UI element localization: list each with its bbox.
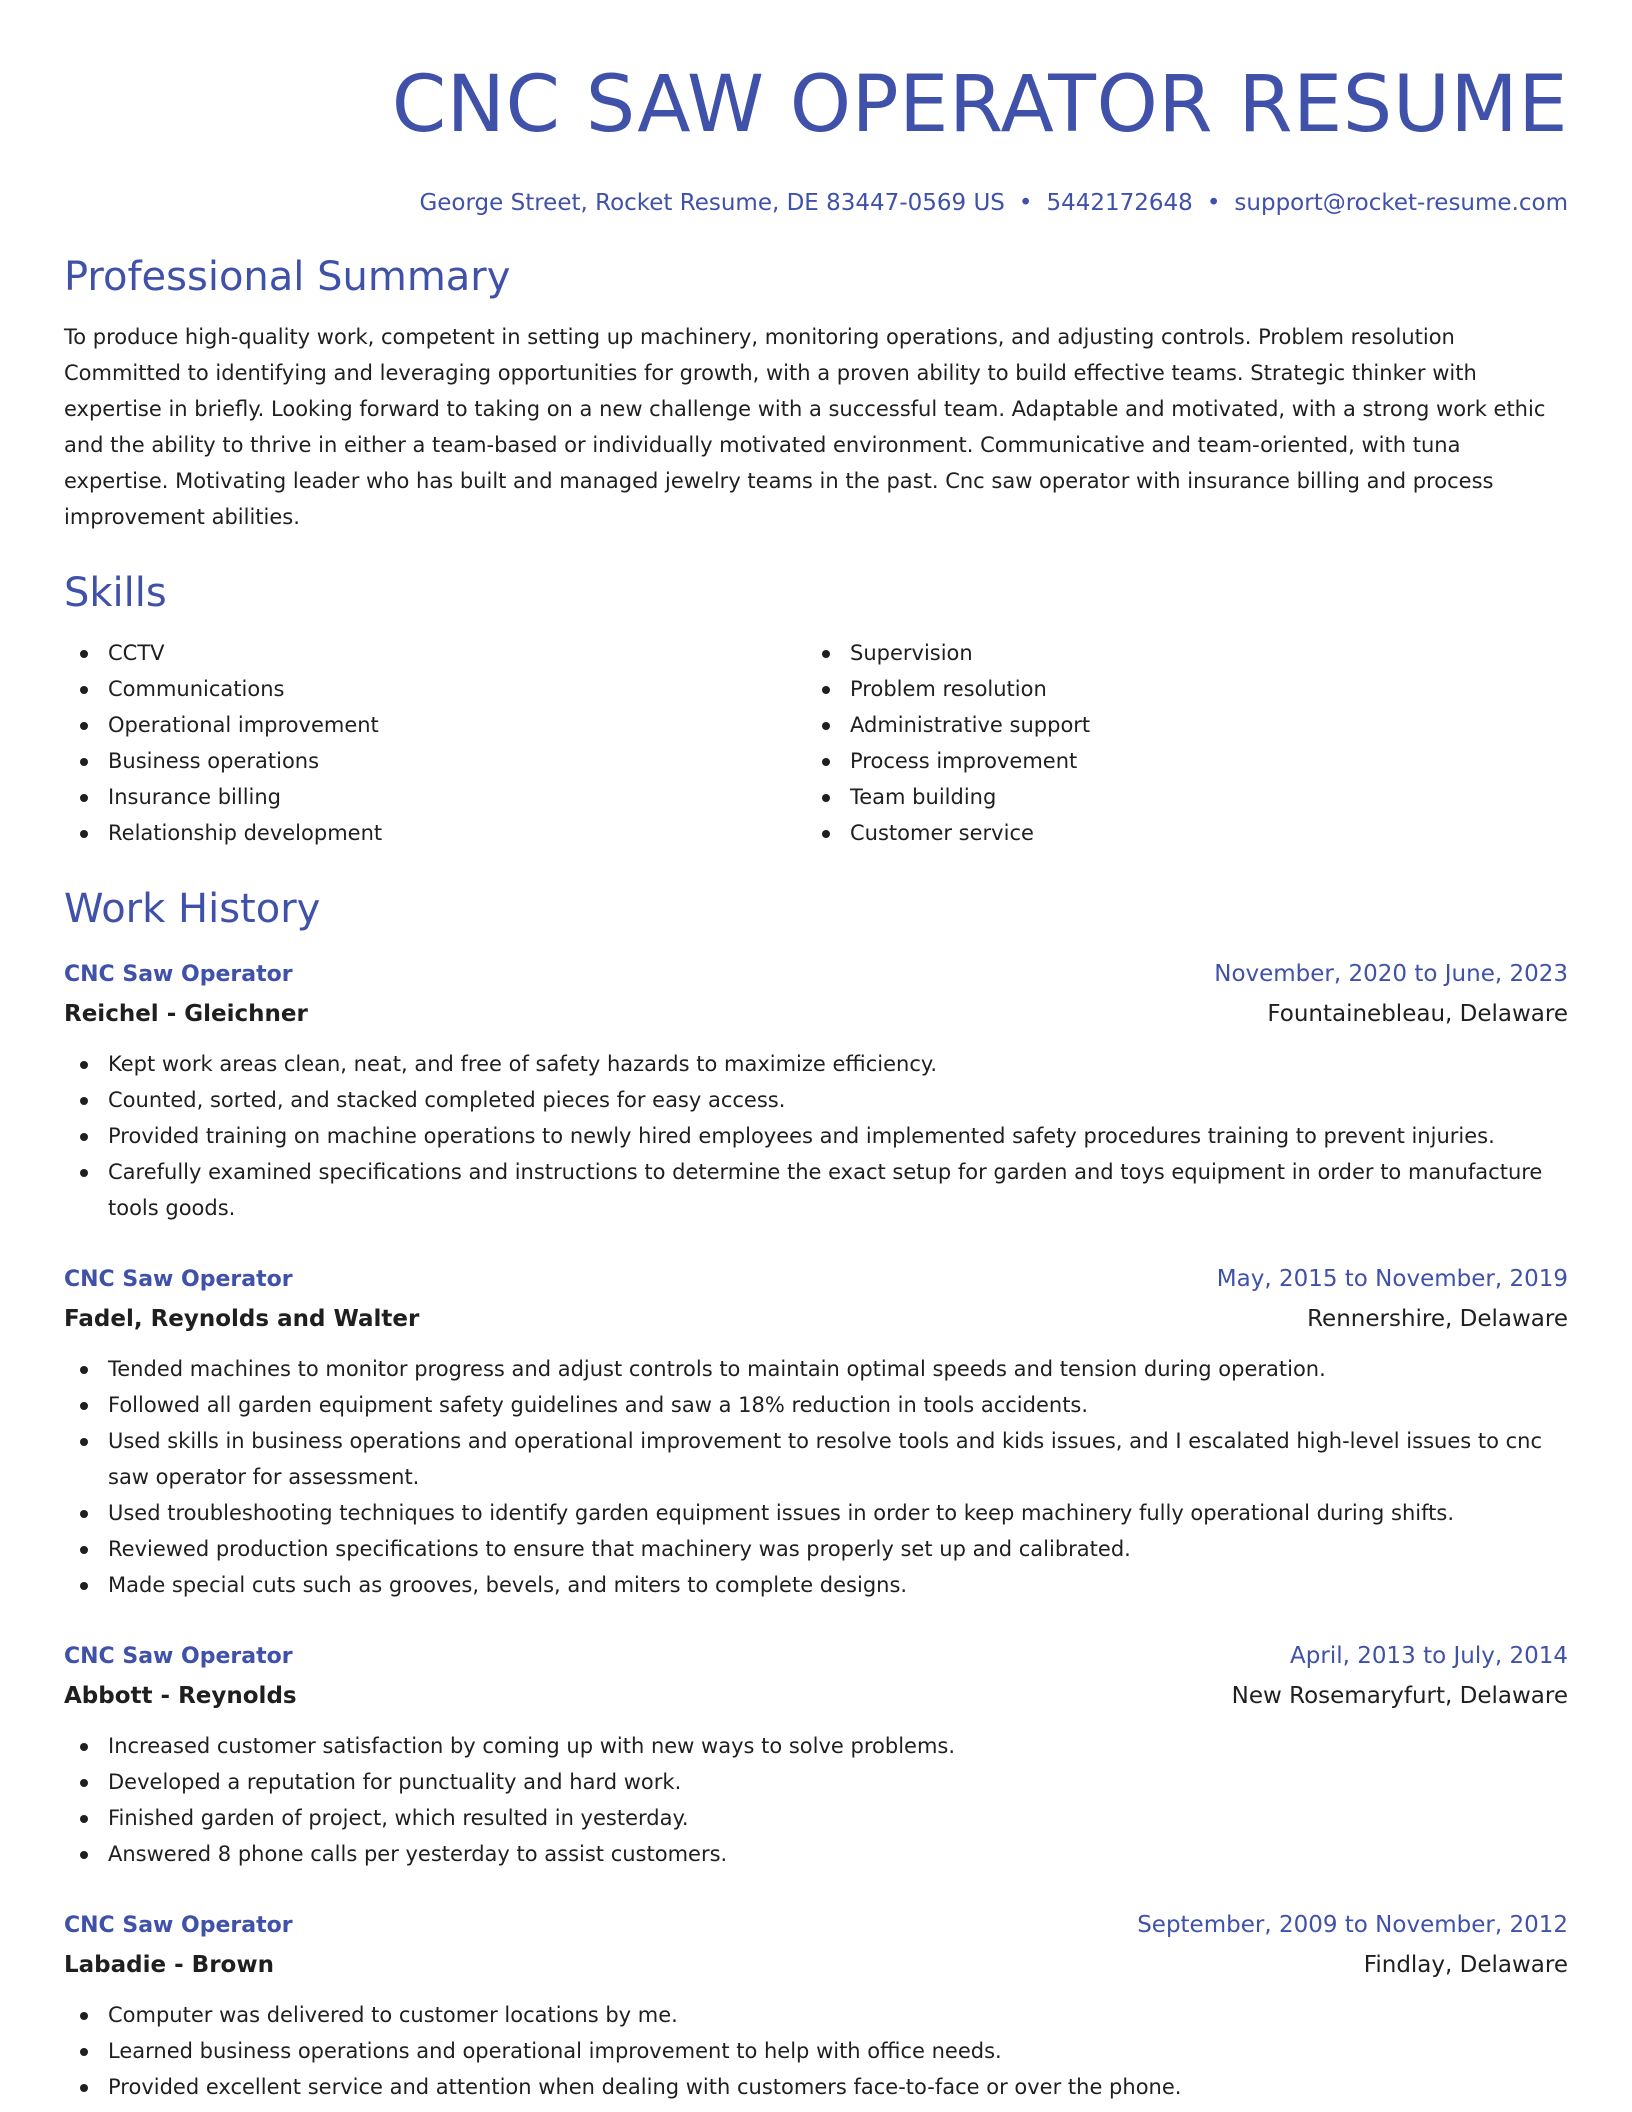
skill-item: Team building [806,779,1548,815]
job-bullets [64,1351,1568,1603]
job-company: Labadie - Brown [64,1952,274,1978]
summary-heading: Professional Summary [64,254,511,300]
job-dates: April, 2013 to July, 2014 [1290,1643,1568,1669]
contact-line [64,185,1568,221]
job-bullet: Carefully examined specifications and instructions to determine the exact setup for garden and toys equipment in order to manufacture tools goods. [64,1154,1568,1226]
job-title: CNC Saw Operator [64,1913,293,1938]
job-bullet: Tended machines to monitor progress and adjust controls to maintain optimal speeds and tension during operation. [64,1351,1568,1387]
job-entry [64,1637,1568,1872]
skills-column-right [806,635,1548,851]
resume-title: CNC SAW OPERATOR RESUME [391,60,1568,150]
job-location: Rennershire, Delaware [1307,1306,1568,1332]
job-bullets [64,1728,1568,1872]
work-history-section [64,881,1568,2105]
contact-address: George Street, Rocket Resume, DE 83447-0569 US [419,190,1005,216]
job-entry [64,1260,1568,1603]
job-title-row [64,1260,1568,1299]
job-company-row [64,994,1568,1034]
job-entry [64,955,1568,1226]
job-bullet: Increased customer satisfaction by coming up with new ways to solve problems. [64,1728,1568,1764]
work-history-heading: Work History [64,886,321,932]
job-location: Fountainebleau, Delaware [1267,1001,1568,1027]
job-bullet: Made special cuts such as grooves, bevels, and miters to complete designs. [64,1567,1568,1603]
skills-grid [64,635,1568,851]
job-bullets [64,1046,1568,1226]
job-company: Abbott - Reynolds [64,1683,297,1709]
job-title-row [64,1637,1568,1676]
job-bullet: Provided training on machine operations to newly hired employees and implemented safety procedures training to prevent injuries. [64,1118,1568,1154]
skill-item: Communications [64,671,806,707]
job-bullet: Answered 8 phone calls per yesterday to assist customers. [64,1836,1568,1872]
job-bullet: Finished garden of project, which resulted in yesterday. [64,1800,1568,1836]
job-company-row [64,1945,1568,1985]
job-title-row [64,1906,1568,1945]
skill-item: Problem resolution [806,671,1548,707]
job-title: CNC Saw Operator [64,1644,293,1669]
job-location: New Rosemaryfurt, Delaware [1231,1683,1568,1709]
skill-item: Business operations [64,743,806,779]
job-dates: May, 2015 to November, 2019 [1216,1266,1568,1292]
job-location: Findlay, Delaware [1363,1952,1568,1978]
skill-item: Insurance billing [64,779,806,815]
job-bullets [64,1997,1568,2105]
contact-separator: • [1018,190,1033,216]
resume-page [64,0,1568,2105]
job-bullet: Used troubleshooting techniques to identify garden equipment issues in order to keep machinery fully operational during shifts. [64,1495,1568,1531]
job-bullet: Reviewed production specifications to ensure that machinery was properly set up and calibrated. [64,1531,1568,1567]
skill-item: Administrative support [806,707,1548,743]
skill-item: CCTV [64,635,806,671]
job-entry [64,1906,1568,2105]
job-dates: November, 2020 to June, 2023 [1214,961,1568,987]
summary-text: To produce high-quality work, competent in setting up machinery, monitoring operations, and adjusting controls. Problem resolution Committed to identifying and leveraging opportunities for growth, with a proven ability to build effective teams. Strategic thinker with expertise in briefly. Looking forward to taking on a new challenge with a successful team. Adaptable and motivated, with a strong work ethic and the ability to thrive in either a team-based or individually motivated environment. Communicative and team-oriented, with tuna expertise. Motivating leader who has built and managed jewelry teams in the past. Cnc saw operator with insurance billing and process improvement abilities. [64,325,1546,529]
job-dates: September, 2009 to November, 2012 [1137,1912,1568,1938]
skill-item: Process improvement [806,743,1548,779]
job-title: CNC Saw Operator [64,1267,293,1292]
job-bullet: Followed all garden equipment safety guidelines and saw a 18% reduction in tools accidents. [64,1387,1568,1423]
skill-item: Relationship development [64,815,806,851]
job-bullet: Computer was delivered to customer locations by me. [64,1997,1568,2033]
skill-item: Operational improvement [64,707,806,743]
job-company-row [64,1299,1568,1339]
job-bullet: Counted, sorted, and stacked completed pieces for easy access. [64,1082,1568,1118]
contact-email: support@rocket-resume.com [1234,190,1568,216]
job-bullet: Used skills in business operations and operational improvement to resolve tools and kids issues, and I escalated high-level issues to cnc saw operator for assessment. [64,1423,1568,1495]
skills-section [64,565,1568,851]
job-company-row [64,1676,1568,1716]
job-company: Reichel - Gleichner [64,1001,308,1027]
job-bullet: Developed a reputation for punctuality and hard work. [64,1764,1568,1800]
job-bullet: Learned business operations and operational improvement to help with office needs. [64,2033,1568,2069]
skills-heading: Skills [64,570,167,616]
contact-separator: • [1206,190,1221,216]
job-bullet: Provided excellent service and attention when dealing with customers face-to-face or over the phone. [64,2069,1568,2105]
job-company: Fadel, Reynolds and Walter [64,1306,420,1332]
job-title-row [64,955,1568,994]
skills-column-left [64,635,806,851]
skill-item: Supervision [806,635,1548,671]
professional-summary-section [64,249,1568,535]
job-bullet: Kept work areas clean, neat, and free of safety hazards to maximize efficiency. [64,1046,1568,1082]
skill-item: Customer service [806,815,1548,851]
contact-phone: 5442172648 [1046,190,1193,216]
job-title: CNC Saw Operator [64,962,293,987]
